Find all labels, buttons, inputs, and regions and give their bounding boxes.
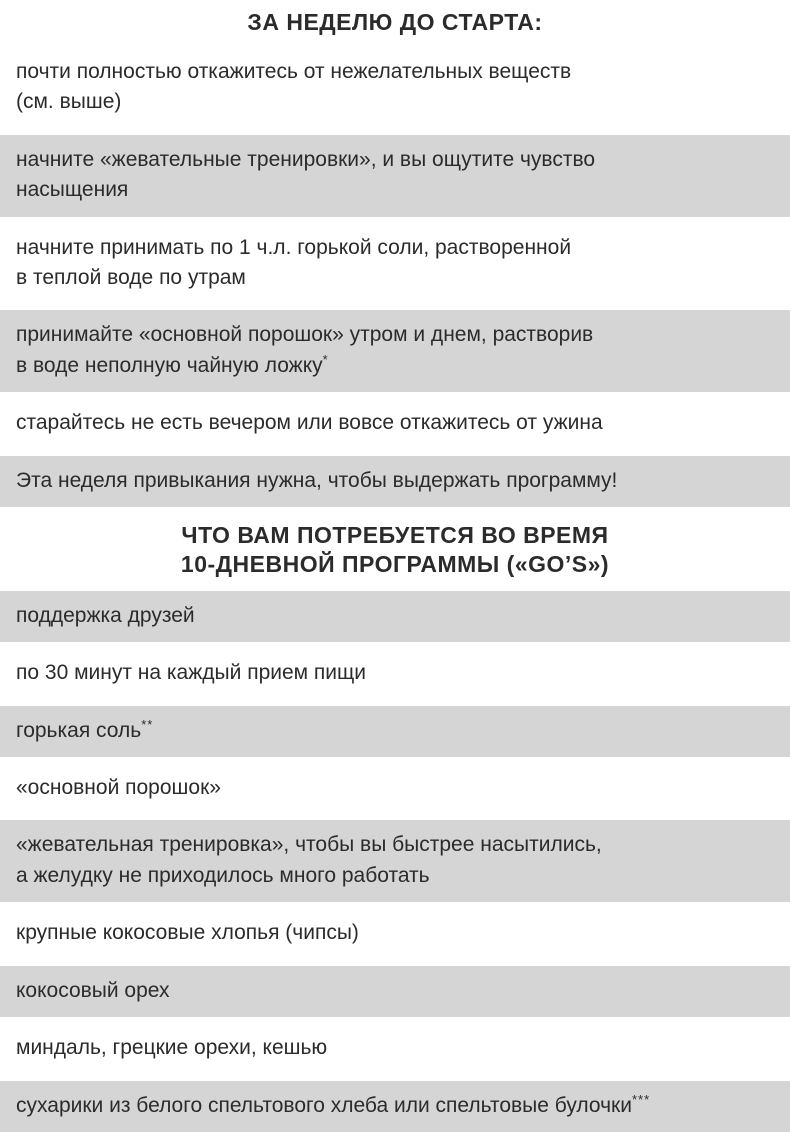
list-item-line: «жевательная тренировка», чтобы вы быстрее насытились,	[16, 833, 602, 857]
section-title-line: 10-ДНЕВНОЙ ПРОГРАММЫ («GO’S»)	[180, 550, 610, 577]
section-title-line: ЗА НЕДЕЛЮ ДО СТАРТА:	[247, 9, 543, 35]
list-item	[0, 820, 790, 902]
list-item	[0, 648, 790, 699]
section-title	[0, 0, 790, 47]
list-item-line: принимайте «основной порошок» утром и днем, растворив	[16, 323, 594, 347]
list-item-line: по 30 минут на каждый прием пищи	[16, 661, 367, 685]
section-title	[0, 507, 790, 591]
list-item-line: Эта неделя привыкания нужна, чтобы выдержать программу!	[16, 468, 618, 492]
footnote-marker: *	[322, 351, 329, 367]
list-item-line: крупные кокосовые хлопья (чипсы)	[16, 921, 359, 945]
list-item-line: начните «жевательные тренировки», и вы ощутите чувство	[16, 147, 596, 171]
list-item	[0, 47, 790, 129]
list-item-line: горькая соль**	[16, 716, 154, 742]
list-item-line: старайтесь не есть вечером или вовсе откажитесь от ужина	[16, 411, 603, 435]
list-item	[0, 706, 790, 757]
list-item-line: поддержка друзей	[16, 603, 195, 627]
list-item-line: миндаль, грецкие орехи, кешью	[16, 1036, 328, 1060]
list-item-line: сухарики из белого спельтового хлеба или спельтовые булочки***	[16, 1091, 651, 1117]
list-item-line: а желудку не приходилось много работать	[16, 863, 430, 887]
footnote-marker: ***	[631, 1091, 651, 1107]
list-item	[0, 135, 790, 217]
list-item-line: начните принимать по 1 ч.л. горькой соли, растворенной	[16, 235, 572, 259]
list-item-line: в воде неполную чайную ложку*	[16, 351, 329, 377]
list-item-line: (см. выше)	[16, 90, 122, 114]
list-item-line: почти полностью откажитесь от нежелательных веществ	[16, 59, 572, 83]
list-item	[0, 1081, 790, 1132]
list-item	[0, 456, 790, 507]
list-item-line: кокосовый орех	[16, 978, 170, 1002]
list-item	[0, 223, 790, 305]
list-item-line: в теплой воде по утрам	[16, 265, 246, 289]
list-item	[0, 398, 790, 449]
list-item-line: насыщения	[16, 178, 129, 202]
list-item-line: «основной порошок»	[16, 775, 221, 799]
list-item	[0, 1023, 790, 1074]
list-item	[0, 763, 790, 814]
footnote-marker: **	[141, 716, 154, 732]
list-item	[0, 310, 790, 392]
list-item	[0, 908, 790, 959]
list-item	[0, 966, 790, 1017]
section-title-line: ЧТО ВАМ ПОТРЕБУЕТСЯ ВО ВРЕМЯ	[181, 522, 609, 549]
list-item	[0, 591, 790, 642]
